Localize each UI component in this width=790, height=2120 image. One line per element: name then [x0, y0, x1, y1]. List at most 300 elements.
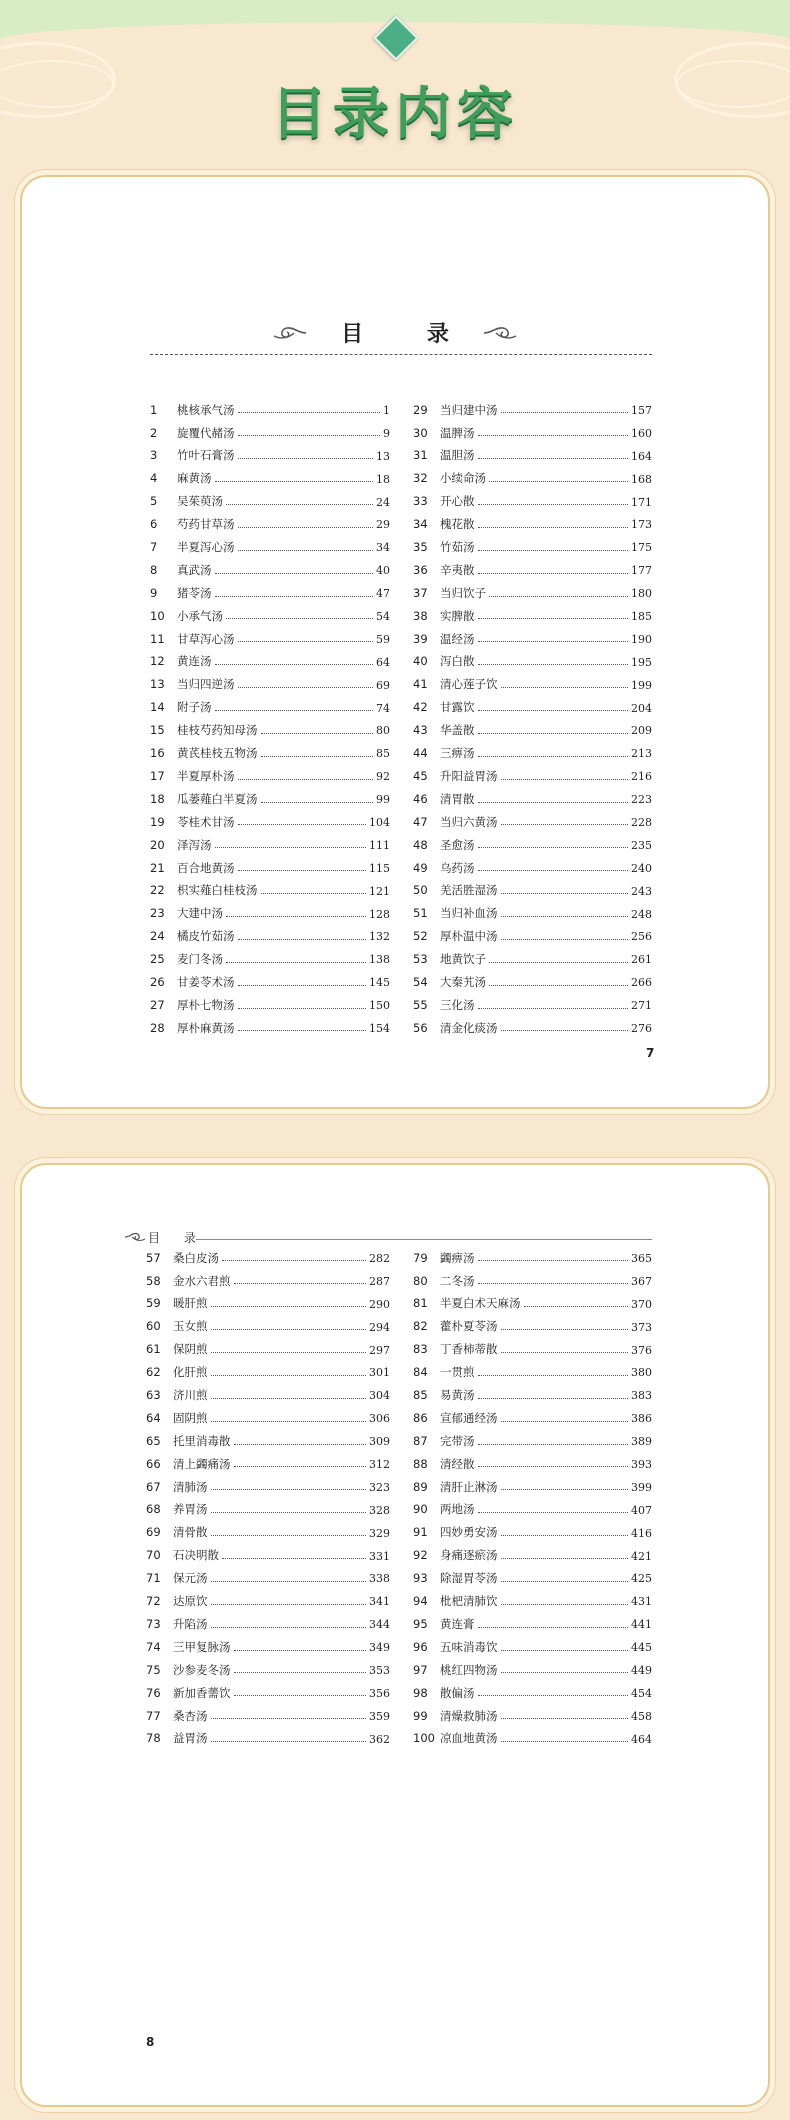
toc-entry[interactable]: [146, 1270, 390, 1293]
entry-title: 三甲复脉汤: [173, 1639, 231, 1654]
scroll-ornament-right-icon: [482, 324, 518, 342]
dot-leader: [234, 1282, 367, 1284]
toc-entry[interactable]: [150, 536, 390, 559]
entry-number: 7: [150, 540, 158, 555]
toc-entry[interactable]: [413, 1522, 652, 1545]
entry-number: 58: [146, 1273, 161, 1288]
dot-leader: [222, 1259, 366, 1261]
toc-entry[interactable]: [413, 422, 652, 445]
entry-title: 保元汤: [173, 1571, 208, 1586]
toc-entry[interactable]: [413, 1361, 652, 1384]
entry-number: 90: [413, 1502, 428, 1517]
entry-number: 34: [413, 517, 428, 532]
dot-leader: [238, 434, 381, 436]
entry-title: 羌活胜湿汤: [440, 883, 498, 898]
toc-entry[interactable]: [150, 994, 390, 1017]
entry-number: 37: [413, 585, 428, 600]
entry-title: 甘姜苓术汤: [177, 974, 235, 989]
entry-page: 157: [631, 403, 652, 417]
toc-entry[interactable]: [413, 536, 652, 559]
toc-entry[interactable]: [413, 742, 652, 765]
dot-leader: [501, 823, 629, 825]
dot-leader: [211, 1580, 367, 1582]
dot-leader: [261, 732, 374, 734]
entry-page: 399: [631, 1480, 652, 1494]
entry-page: 121: [369, 884, 390, 898]
toc-entry[interactable]: [146, 1453, 390, 1476]
entry-page: 353: [369, 1663, 390, 1677]
entry-title: 宣郁通经汤: [440, 1410, 498, 1425]
entry-page: 297: [369, 1343, 390, 1357]
entry-title: 养胃汤: [173, 1502, 208, 1517]
entry-page: 341: [369, 1595, 390, 1609]
entry-page: 306: [369, 1412, 390, 1426]
entry-title: 两地汤: [440, 1502, 475, 1517]
entry-page: 175: [631, 541, 652, 555]
entry-page: 373: [631, 1320, 652, 1334]
toc-entry[interactable]: [150, 903, 390, 926]
entry-number: 55: [413, 997, 428, 1012]
toc-entry[interactable]: [150, 880, 390, 903]
toc-entry[interactable]: [413, 1476, 652, 1499]
toc-entry[interactable]: [150, 971, 390, 994]
toc-entry[interactable]: [413, 1636, 652, 1659]
entry-title: 三化汤: [440, 997, 475, 1012]
entry-page: 243: [631, 884, 652, 898]
dot-leader: [261, 892, 367, 894]
dot-leader: [501, 1580, 629, 1582]
entry-title: 辛夷散: [440, 562, 475, 577]
toc-entry[interactable]: [150, 765, 390, 788]
entry-number: 43: [413, 723, 428, 738]
entry-title: 清肺汤: [173, 1479, 208, 1494]
scroll-ornament-left-icon: [272, 324, 308, 342]
entry-page: 389: [631, 1435, 652, 1449]
entry-number: 54: [413, 974, 428, 989]
toc-entry[interactable]: [413, 1407, 652, 1430]
entry-number: 63: [146, 1388, 161, 1403]
toc-entry[interactable]: [150, 559, 390, 582]
toc-entry[interactable]: [413, 1659, 652, 1682]
entry-title: 枳实薤白桂枝汤: [177, 883, 258, 898]
toc-entry[interactable]: [413, 697, 652, 720]
toc-entry[interactable]: [150, 834, 390, 857]
toc-entry[interactable]: [413, 1017, 652, 1040]
toc-entry[interactable]: [413, 1728, 652, 1751]
entry-page: 138: [369, 953, 390, 967]
entry-title: 当归饮子: [440, 585, 486, 600]
entry-title: 丁香柿蒂散: [440, 1342, 498, 1357]
entry-page: 92: [376, 770, 390, 784]
entry-title: 黄连汤: [177, 654, 212, 669]
entry-page: 290: [369, 1297, 390, 1311]
entry-title: 升陷汤: [173, 1616, 208, 1631]
toc-entry[interactable]: [413, 994, 652, 1017]
entry-number: 38: [413, 608, 428, 623]
entry-number: 87: [413, 1433, 428, 1448]
toc-entry[interactable]: [146, 1659, 390, 1682]
dot-leader: [215, 663, 374, 665]
entry-number: 4: [150, 471, 158, 486]
entry-page: 266: [631, 976, 652, 990]
toc-entry[interactable]: [413, 1590, 652, 1613]
entry-page: 425: [631, 1572, 652, 1586]
toc-entry[interactable]: [146, 1545, 390, 1568]
entry-number: 39: [413, 631, 428, 646]
toc-entry[interactable]: [150, 445, 390, 468]
dot-leader: [478, 1626, 629, 1628]
toc-entry[interactable]: [413, 445, 652, 468]
toc-entry[interactable]: [413, 674, 652, 697]
entry-title: 当归四逆汤: [177, 677, 235, 692]
entry-title: 甘草泻心汤: [177, 631, 235, 646]
toc-entry[interactable]: [413, 513, 652, 536]
entry-title: 藿朴夏苓汤: [440, 1319, 498, 1334]
toc-entry[interactable]: [146, 1407, 390, 1430]
entry-number: 79: [413, 1250, 428, 1265]
entry-page: 128: [369, 907, 390, 921]
entry-page: 376: [631, 1343, 652, 1357]
dot-leader: [238, 526, 374, 528]
entry-number: 17: [150, 768, 165, 783]
toc-entry[interactable]: [413, 399, 652, 422]
entry-title: 开心散: [440, 494, 475, 509]
toc-entry[interactable]: [146, 1613, 390, 1636]
dot-leader: [501, 411, 629, 413]
entry-title: 橘皮竹茹汤: [177, 929, 235, 944]
entry-title: 温胆汤: [440, 448, 475, 463]
entry-title: 金水六君煎: [173, 1273, 231, 1288]
entry-title: 桑白皮汤: [173, 1250, 219, 1265]
toc-entry[interactable]: [146, 1339, 390, 1362]
dot-leader: [501, 778, 629, 780]
entry-number: 21: [150, 860, 165, 875]
entry-number: 98: [413, 1685, 428, 1700]
entry-page: 80: [376, 724, 390, 738]
entry-title: 清肝止淋汤: [440, 1479, 498, 1494]
toc-entry[interactable]: [146, 1316, 390, 1339]
dot-leader: [261, 801, 374, 803]
entry-number: 80: [413, 1273, 428, 1288]
toc-entry[interactable]: [413, 880, 652, 903]
entry-number: 3: [150, 448, 158, 463]
entry-title: 附子汤: [177, 700, 212, 715]
entry-page: 240: [631, 861, 652, 875]
entry-number: 60: [146, 1319, 161, 1334]
dot-leader: [478, 755, 629, 757]
dot-leader: [501, 1671, 629, 1673]
entry-page: 168: [631, 472, 652, 486]
entry-page: 431: [631, 1595, 652, 1609]
entry-title: 达原饮: [173, 1594, 208, 1609]
entry-page: 13: [376, 449, 390, 463]
entry-number: 86: [413, 1410, 428, 1425]
entry-title: 泻白散: [440, 654, 475, 669]
entry-page: 99: [376, 793, 390, 807]
toc-entry[interactable]: [413, 1705, 652, 1728]
entry-page: 195: [631, 655, 652, 669]
toc-entry[interactable]: [146, 1247, 390, 1270]
toc-entry[interactable]: [413, 1499, 652, 1522]
entry-title: 竹叶石膏汤: [177, 448, 235, 463]
toc-entry[interactable]: [146, 1293, 390, 1316]
entry-title: 厚朴温中汤: [440, 929, 498, 944]
toc-entry[interactable]: [150, 719, 390, 742]
dot-leader: [478, 1465, 629, 1467]
entry-page: 359: [369, 1709, 390, 1723]
toc-entry[interactable]: [150, 742, 390, 765]
entry-title: 身痛逐瘀汤: [440, 1548, 498, 1563]
toc-entry[interactable]: [413, 1293, 652, 1316]
dot-leader: [215, 709, 374, 711]
toc-entry[interactable]: [413, 834, 652, 857]
toc-entry[interactable]: [413, 491, 652, 514]
entry-title: 实脾散: [440, 608, 475, 623]
toc-entry[interactable]: [413, 719, 652, 742]
entry-page: 228: [631, 815, 652, 829]
toc-entry[interactable]: [146, 1384, 390, 1407]
entry-number: 73: [146, 1616, 161, 1631]
entry-number: 65: [146, 1433, 161, 1448]
dot-leader: [215, 846, 367, 848]
entry-page: 85: [376, 747, 390, 761]
toc-entry[interactable]: [146, 1522, 390, 1545]
dot-leader: [238, 984, 367, 986]
dot-leader: [215, 480, 374, 482]
toc-entry[interactable]: [150, 857, 390, 880]
entry-number: 62: [146, 1365, 161, 1380]
dot-leader: [478, 1374, 629, 1376]
toc-entry[interactable]: [150, 468, 390, 491]
toc-entry[interactable]: [150, 513, 390, 536]
toc-entry[interactable]: [146, 1636, 390, 1659]
entry-number: 13: [150, 677, 165, 692]
entry-page: 9: [383, 426, 390, 440]
toc-entry[interactable]: [413, 1247, 652, 1270]
entry-page: 204: [631, 701, 652, 715]
toc-entry[interactable]: [150, 628, 390, 651]
toc-entry[interactable]: [413, 1430, 652, 1453]
entry-title: 厚朴麻黄汤: [177, 1020, 235, 1035]
entry-page: 356: [369, 1686, 390, 1700]
toc-entry[interactable]: [413, 971, 652, 994]
entry-number: 30: [413, 425, 428, 440]
toc-entry[interactable]: [413, 1316, 652, 1339]
toc-entry[interactable]: [150, 1017, 390, 1040]
entry-page: 199: [631, 678, 652, 692]
entry-number: 75: [146, 1662, 161, 1677]
entry-title: 固阴煎: [173, 1410, 208, 1425]
toc-entry[interactable]: [413, 1453, 652, 1476]
dot-leader: [234, 1649, 367, 1651]
entry-title: 瓜蒌薤白半夏汤: [177, 791, 258, 806]
toc-entry[interactable]: [150, 651, 390, 674]
dot-leader: [211, 1740, 367, 1742]
toc-entry[interactable]: [146, 1476, 390, 1499]
entry-number: 44: [413, 746, 428, 761]
entry-page: 248: [631, 907, 652, 921]
entry-title: 当归补血汤: [440, 906, 498, 921]
entry-number: 46: [413, 791, 428, 806]
entry-page: 145: [369, 976, 390, 990]
entry-page: 223: [631, 793, 652, 807]
toc-entry[interactable]: [146, 1361, 390, 1384]
toc-entry[interactable]: [413, 1339, 652, 1362]
entry-number: 88: [413, 1456, 428, 1471]
dot-leader: [501, 1557, 629, 1559]
toc-entry[interactable]: [150, 674, 390, 697]
dot-leader: [238, 457, 374, 459]
dot-leader: [501, 892, 629, 894]
entry-page: 154: [369, 1021, 390, 1035]
entry-number: 84: [413, 1365, 428, 1380]
dot-leader: [501, 1534, 629, 1536]
toc-entry[interactable]: [150, 811, 390, 834]
dot-leader: [478, 1443, 629, 1445]
toc-column-right: [413, 1247, 652, 1751]
toc-entry[interactable]: [413, 857, 652, 880]
entry-number: 94: [413, 1594, 428, 1609]
dot-leader: [211, 1488, 367, 1490]
toc-entry[interactable]: [413, 1384, 652, 1407]
dot-leader: [211, 1626, 367, 1628]
entry-page: 74: [376, 701, 390, 715]
entry-number: 1: [150, 402, 158, 417]
entry-title: 小承气汤: [177, 608, 223, 623]
entry-page: 177: [631, 564, 652, 578]
entry-number: 16: [150, 746, 165, 761]
entry-page: 370: [631, 1297, 652, 1311]
entry-page: 328: [369, 1503, 390, 1517]
toc-entry[interactable]: [413, 605, 652, 628]
toc-entry[interactable]: [413, 1270, 652, 1293]
dot-leader: [501, 1328, 629, 1330]
dot-leader: [211, 1328, 367, 1330]
entry-page: 111: [369, 838, 390, 852]
toc-entry[interactable]: [146, 1499, 390, 1522]
toc-entry[interactable]: [150, 399, 390, 422]
entry-title: 旋覆代赭汤: [177, 425, 235, 440]
dot-leader: [478, 1511, 629, 1513]
entry-title: 麻黄汤: [177, 471, 212, 486]
toc-entry[interactable]: [413, 788, 652, 811]
dot-leader: [489, 984, 628, 986]
entry-page: 458: [631, 1709, 652, 1723]
dot-leader: [478, 732, 629, 734]
dot-leader: [261, 755, 374, 757]
toc-entry[interactable]: [146, 1682, 390, 1705]
toc-entry[interactable]: [146, 1567, 390, 1590]
toc-page-7: [20, 175, 770, 1109]
toc-entry[interactable]: [146, 1705, 390, 1728]
entry-number: 9: [150, 585, 158, 600]
toc-entry[interactable]: [150, 697, 390, 720]
dot-leader: [501, 1029, 629, 1031]
entry-number: 81: [413, 1296, 428, 1311]
toc-entry[interactable]: [150, 788, 390, 811]
toc-entry[interactable]: [413, 468, 652, 491]
entry-title: 苓桂术甘汤: [177, 814, 235, 829]
dot-leader: [478, 1007, 629, 1009]
toc-entry[interactable]: [413, 628, 652, 651]
entry-page: 209: [631, 724, 652, 738]
entry-page: 386: [631, 1412, 652, 1426]
toc-entry[interactable]: [413, 1545, 652, 1568]
entry-number: 24: [150, 929, 165, 944]
toc-entry[interactable]: [413, 903, 652, 926]
toc-entry[interactable]: [150, 582, 390, 605]
entry-number: 70: [146, 1548, 161, 1563]
entry-title: 当归六黄汤: [440, 814, 498, 829]
toc-entry[interactable]: [150, 948, 390, 971]
entry-number: 82: [413, 1319, 428, 1334]
toc-entry[interactable]: [413, 811, 652, 834]
entry-title: 半夏白术天麻汤: [440, 1296, 521, 1311]
toc-entry[interactable]: [413, 1613, 652, 1636]
toc-entry[interactable]: [146, 1430, 390, 1453]
dot-leader: [489, 480, 628, 482]
entry-number: 18: [150, 791, 165, 806]
entry-title: 二冬汤: [440, 1273, 475, 1288]
toc-entry[interactable]: [413, 948, 652, 971]
entry-title: 五味消毒饮: [440, 1639, 498, 1654]
dot-leader: [478, 457, 629, 459]
dot-leader: [238, 869, 367, 871]
toc-entry[interactable]: [413, 925, 652, 948]
entry-page: 349: [369, 1641, 390, 1655]
toc-column-left: [150, 399, 390, 1040]
entry-number: 36: [413, 562, 428, 577]
toc-entry[interactable]: [413, 1682, 652, 1705]
running-head-title: 目 录: [148, 1231, 206, 1245]
toc-entry[interactable]: [150, 422, 390, 445]
entry-number: 61: [146, 1342, 161, 1357]
toc-entry[interactable]: [150, 491, 390, 514]
running-head-rule: [196, 1239, 652, 1240]
toc-entry[interactable]: [150, 925, 390, 948]
entry-number: 71: [146, 1571, 161, 1586]
entry-title: 半夏泻心汤: [177, 540, 235, 555]
dot-leader: [501, 938, 629, 940]
entry-page: 18: [376, 472, 390, 486]
toc-entry[interactable]: [413, 1567, 652, 1590]
dot-leader: [215, 595, 374, 597]
entry-number: 22: [150, 883, 165, 898]
entry-number: 66: [146, 1456, 161, 1471]
toc-entry[interactable]: [146, 1728, 390, 1751]
entry-page: 323: [369, 1480, 390, 1494]
entry-page: 338: [369, 1572, 390, 1586]
toc-entry[interactable]: [413, 559, 652, 582]
entry-number: 33: [413, 494, 428, 509]
page-number: 8: [146, 2035, 155, 2049]
dot-leader: [501, 686, 629, 688]
entry-title: 清上蠲痛汤: [173, 1456, 231, 1471]
entry-number: 23: [150, 906, 165, 921]
dot-leader: [222, 1557, 366, 1559]
toc-entry[interactable]: [413, 651, 652, 674]
dot-leader: [211, 1305, 367, 1307]
toc-column-left: [146, 1247, 390, 1751]
toc-entry[interactable]: [146, 1590, 390, 1613]
dot-leader: [238, 549, 374, 551]
entry-title: 温经汤: [440, 631, 475, 646]
toc-entry[interactable]: [150, 605, 390, 628]
entry-title: 地黄饮子: [440, 952, 486, 967]
dot-leader: [238, 640, 374, 642]
toc-entry[interactable]: [413, 765, 652, 788]
toc-entry[interactable]: [413, 582, 652, 605]
